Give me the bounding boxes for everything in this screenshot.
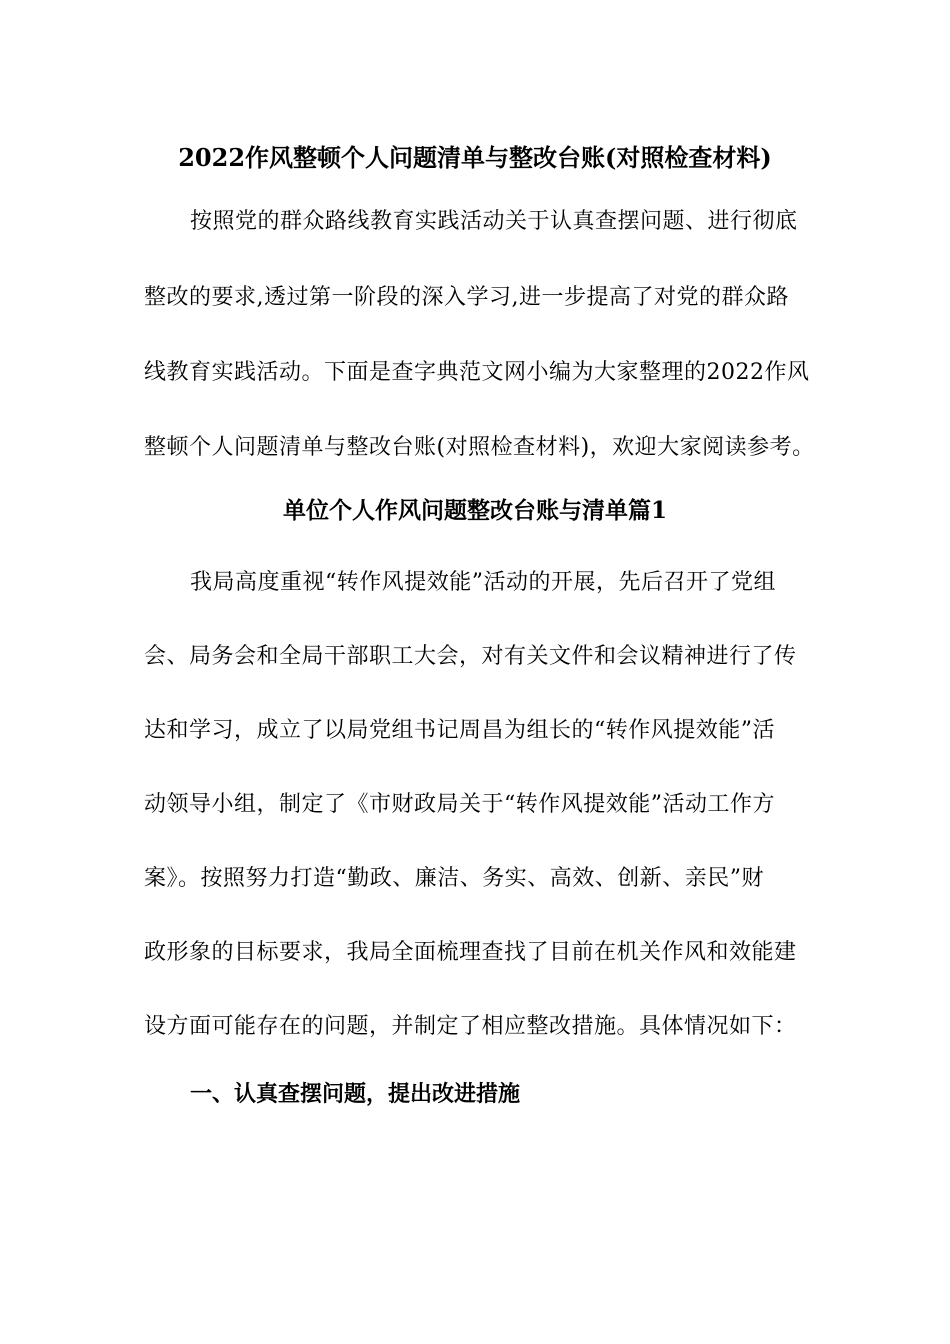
body-line-4: 动领导小组，制定了《市财政局关于“转作风提效能”活动工作方 [144,792,775,817]
intro-line-4: 整顿个人问题清单与整改台账(对照检查材料)，欢迎大家阅读参考。 [144,435,815,460]
section-title: 单位个人作风问题整改台账与清单篇1 [282,497,667,524]
intro-line-1: 按照党的群众路线教育实践活动关于认真查摆问题、进行彻底 [190,209,798,234]
subheading: 一、认真查摆问题，提出改进措施 [190,1081,521,1107]
body-line-2: 会、局务会和全局干部职工大会，对有关文件和会议精神进行了传 [144,644,797,669]
body-line-5: 案》。按照努力打造“勤政、廉洁、务实、高效、创新、亲民”财 [144,866,764,891]
body-line-7: 设方面可能存在的问题，并制定了相应整改措施。具体情况如下： [144,1014,797,1039]
body-line-6: 政形象的目标要求，我局全面梳理查找了目前在机关作风和效能建 [144,940,797,965]
body-line-1: 我局高度重视“转作风提效能”活动的开展，先后召开了党组 [190,570,776,595]
intro-line-3: 线教育实践活动。下面是查字典范文网小编为大家整理的2022作风 [144,360,810,385]
intro-line-2: 整改的要求,透过第一阶段的深入学习,进一步提高了对党的群众路 [144,285,789,310]
document-title: 2022作风整顿个人问题清单与整改台账(对照检查材料) [178,143,772,172]
body-line-3: 达和学习，成立了以局党组书记周昌为组长的“转作风提效能”活 [144,718,775,743]
